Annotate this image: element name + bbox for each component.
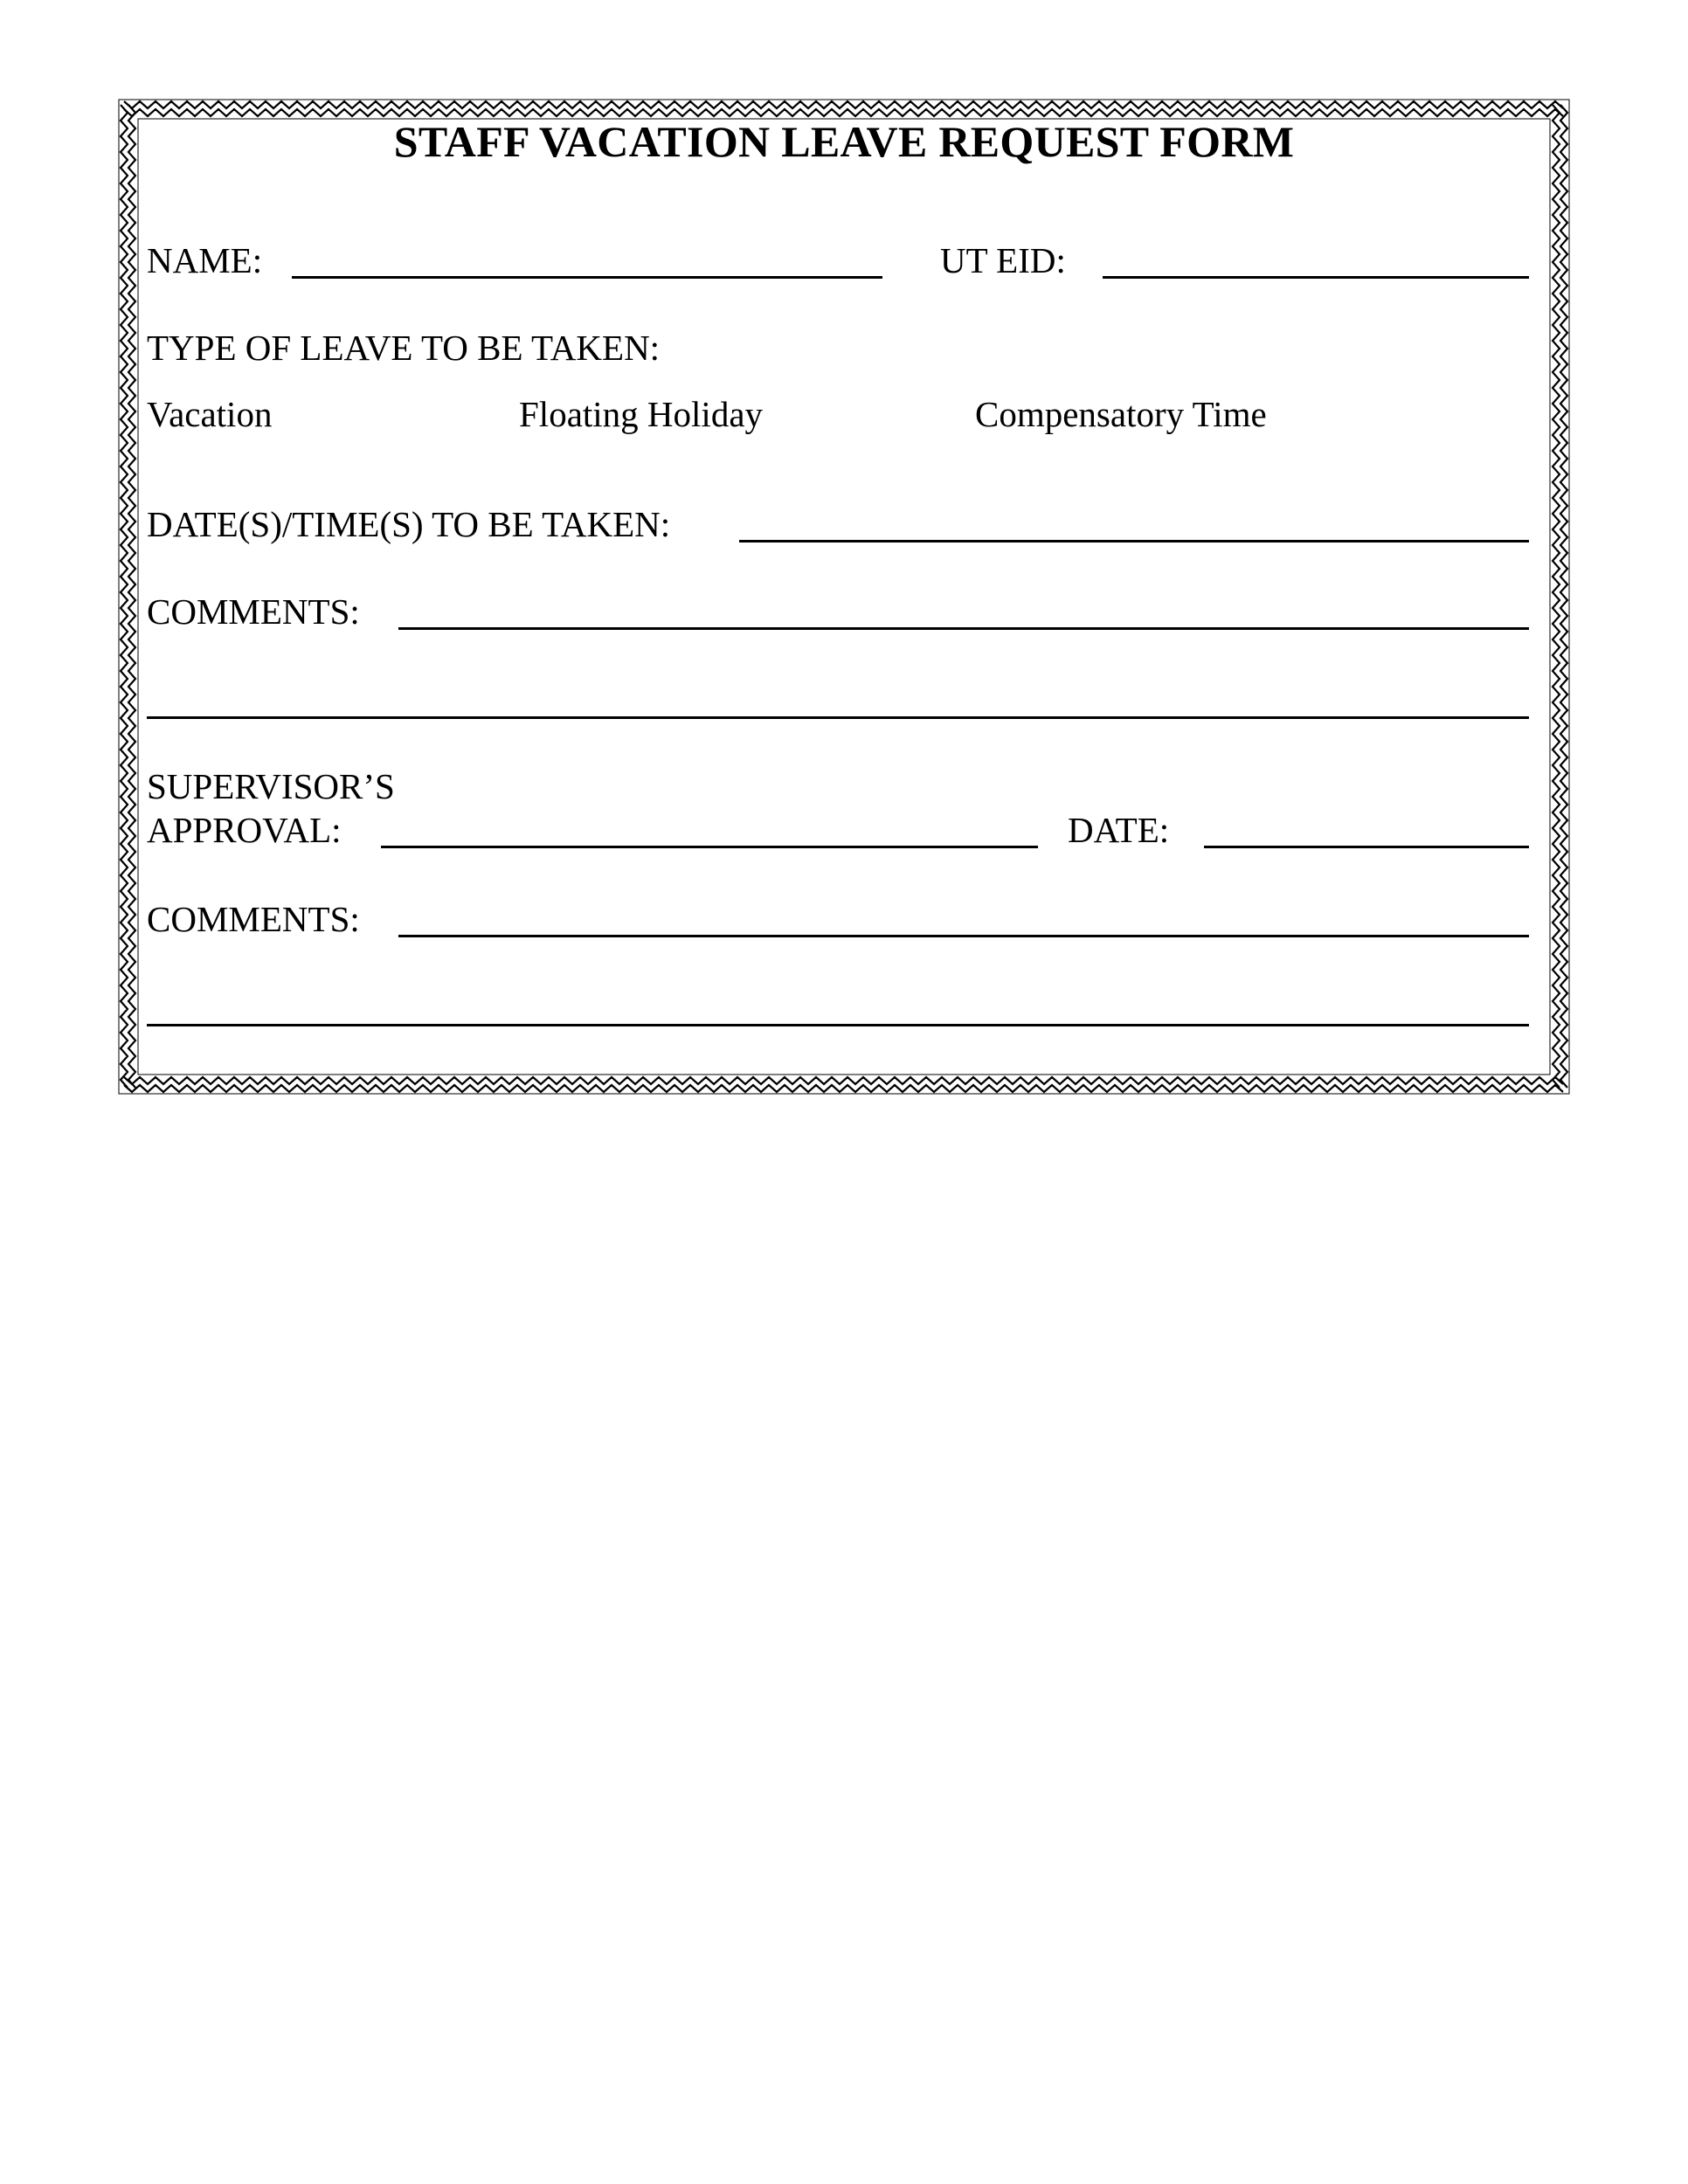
border-zigzag-segment: [1553, 105, 1560, 1088]
comments-field[interactable]: [398, 627, 1529, 630]
comments-field-line-2[interactable]: [147, 716, 1529, 719]
supervisor-comments-field[interactable]: [398, 935, 1529, 937]
leave-option-floating-holiday[interactable]: Floating Holiday: [519, 394, 764, 434]
dates-label: DATE(S)/TIME(S) TO BE TAKEN:: [147, 504, 671, 544]
border-zigzag-segment: [121, 105, 128, 1088]
supervisor-approval-field[interactable]: [381, 846, 1038, 848]
border-zigzag-segment: [124, 1077, 1563, 1084]
leave-option-vacation[interactable]: Vacation: [147, 394, 273, 434]
supervisor-comments-label: COMMENTS:: [147, 899, 360, 939]
dates-field[interactable]: [739, 540, 1529, 543]
comments-label: COMMENTS:: [147, 591, 360, 632]
leave-option-compensatory-time[interactable]: Compensatory Time: [975, 394, 1267, 434]
leave-type-label: TYPE OF LEAVE TO BE TAKEN:: [147, 328, 661, 368]
form-title: STAFF VACATION LEAVE REQUEST FORM: [393, 117, 1295, 166]
approval-date-field[interactable]: [1204, 846, 1529, 848]
border-zigzag-segment: [124, 1085, 1563, 1092]
ut-eid-field[interactable]: [1103, 276, 1529, 279]
name-field[interactable]: [292, 276, 882, 279]
supervisor-comments-field-line-2[interactable]: [147, 1024, 1529, 1026]
ut-eid-label: UT EID:: [940, 240, 1066, 280]
leave-request-form: [117, 98, 1571, 1095]
date-label: DATE:: [1068, 810, 1170, 850]
border-zigzag-segment: [124, 101, 1563, 108]
name-label: NAME:: [147, 240, 263, 280]
supervisor-label-line2: APPROVAL:: [147, 810, 342, 850]
border-zigzag-segment: [1560, 105, 1567, 1088]
supervisor-label-line1: SUPERVISOR’S: [147, 766, 395, 806]
border-zigzag-segment: [128, 105, 135, 1088]
